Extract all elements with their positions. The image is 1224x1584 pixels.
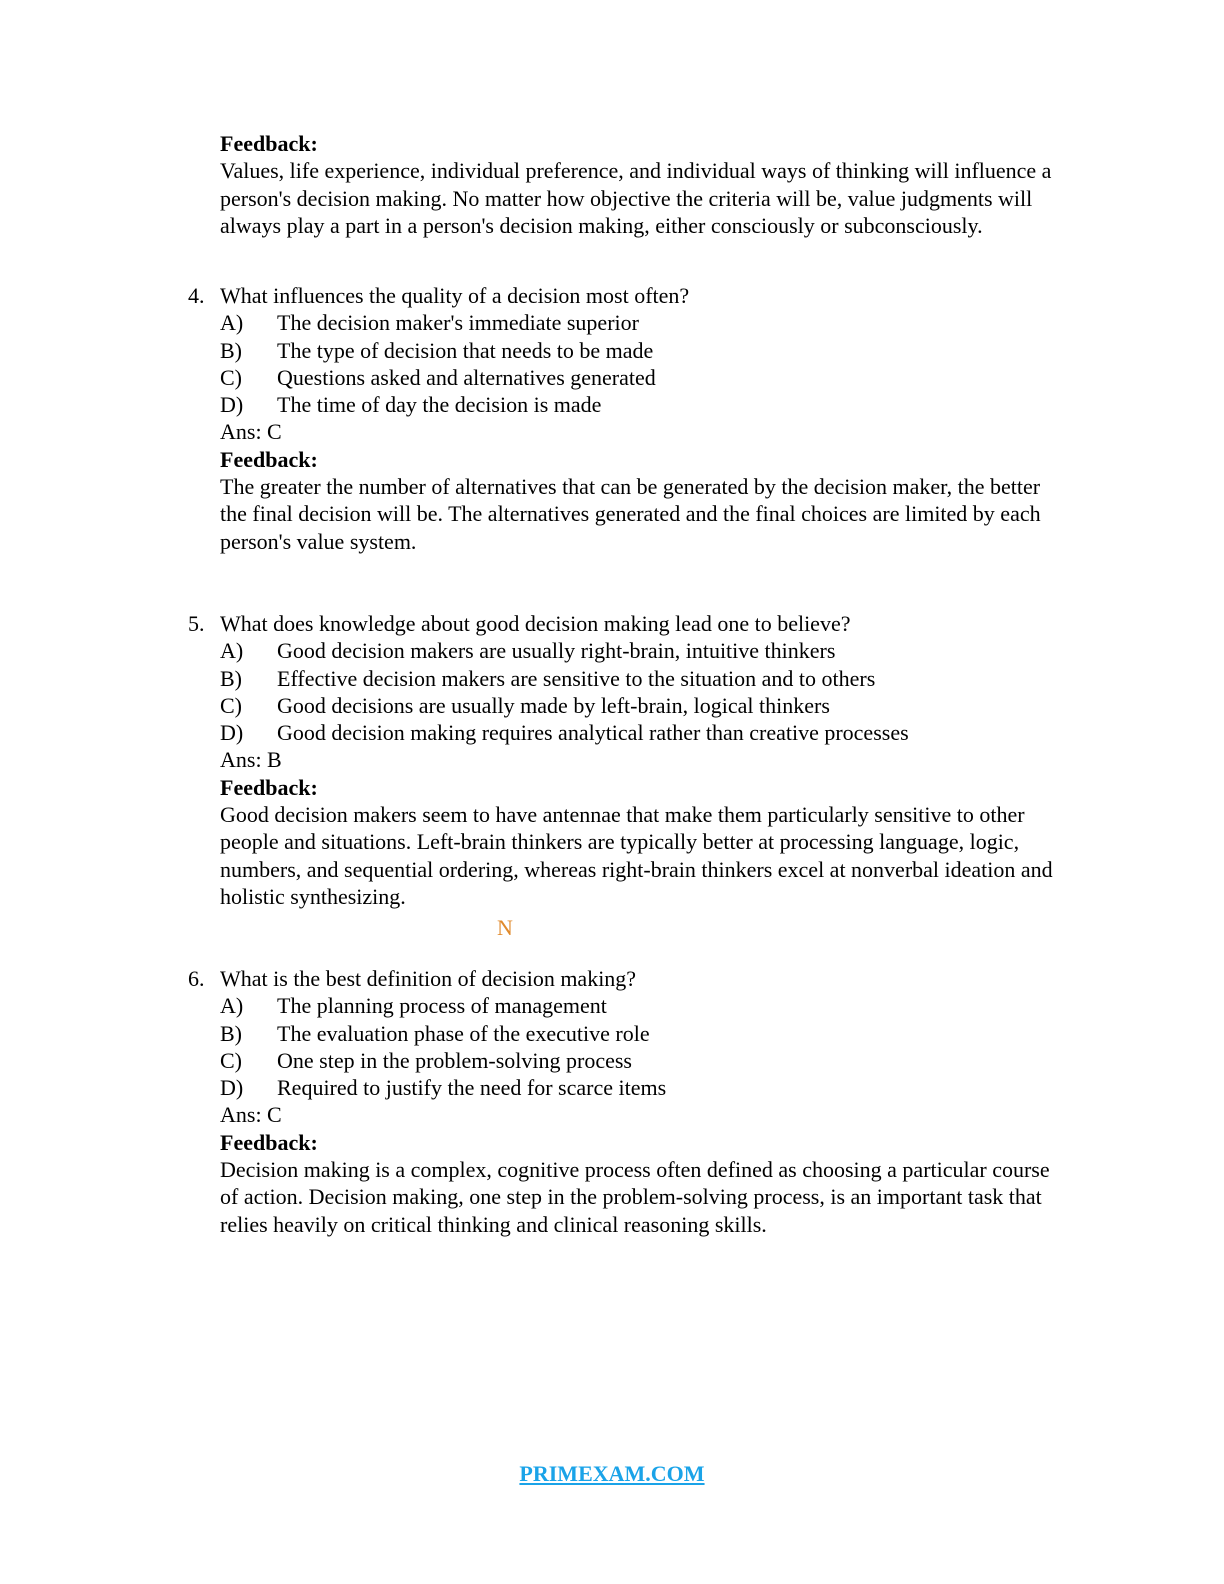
option-text: Good decision making requires analytical rather than creative processes [277, 720, 909, 746]
question-6 [188, 965, 1088, 1238]
feedback-text: Good decision makers seem to have antennae that make them particularly sensitive to other people and situations. Left-brain thinkers are typically better at processing language, logic, numbers, and sequential ordering, whereas right-brain thinkers excel at nonverbal ideation and holistic synthesizing. [220, 802, 1053, 909]
option-text: The time of day the decision is made [277, 392, 602, 418]
option-c [220, 692, 1088, 719]
answer: Ans: C [220, 1102, 282, 1128]
option-b [220, 665, 1088, 692]
feedback-text: Values, life experience, individual preference, and individual ways of thinking will influence a person's decision making. No matter how objective the criteria will be, value judgments will always play a part in a person's decision making, either consciously or subconsciously. [220, 158, 1052, 238]
option-text: Good decisions are usually made by left-brain, logical thinkers [277, 692, 830, 718]
option-text: Effective decision makers are sensitive to the situation and to others [277, 665, 876, 691]
option-a [220, 309, 1088, 336]
question-number: 6. [188, 966, 205, 991]
top-feedback [220, 130, 1080, 239]
option-d [220, 1074, 1088, 1101]
primexam-link[interactable]: PRIMEXAM.COM [519, 1461, 705, 1486]
option-text: Good decision makers are usually right-brain, intuitive thinkers [277, 638, 836, 664]
option-letter: C) [220, 1047, 242, 1073]
option-letter: A) [220, 993, 244, 1019]
option-text: One step in the problem-solving process [277, 1047, 632, 1073]
option-letter: A) [220, 310, 244, 336]
option-text: The planning process of management [277, 993, 607, 1019]
question-4 [188, 282, 1088, 555]
marker-letter: N [497, 915, 513, 940]
option-a [220, 992, 1088, 1019]
option-a [220, 637, 1088, 664]
option-letter: C) [220, 692, 242, 718]
option-text: The type of decision that needs to be made [277, 337, 654, 363]
option-letter: A) [220, 638, 244, 664]
feedback-text: The greater the number of alternatives that can be generated by the decision maker, the better the final decision will be. The alternatives generated and the final choices are limited by each person's value system. [220, 474, 1041, 554]
question-text: What is the best definition of decision making? [220, 966, 637, 991]
options-list [220, 309, 1088, 418]
option-letter: D) [220, 720, 244, 746]
answer: Ans: B [220, 747, 282, 773]
question-text: What influences the quality of a decision most often? [220, 283, 690, 308]
question-number: 5. [188, 611, 205, 636]
option-text: The evaluation phase of the executive role [277, 1020, 650, 1046]
question-number: 4. [188, 283, 205, 308]
option-b [220, 337, 1088, 364]
option-letter: B) [220, 1020, 242, 1046]
options-list [220, 637, 1088, 746]
options-list [220, 992, 1088, 1101]
feedback-label: Feedback: [220, 446, 318, 472]
feedback [220, 1129, 1088, 1238]
feedback-label: Feedback: [220, 774, 318, 800]
option-text: The decision maker's immediate superior [277, 310, 639, 336]
option-letter: D) [220, 1075, 244, 1101]
option-letter: D) [220, 392, 244, 418]
option-b [220, 1020, 1088, 1047]
option-text: Required to justify the need for scarce items [277, 1075, 667, 1101]
answer: Ans: C [220, 419, 282, 445]
option-c [220, 364, 1088, 391]
option-letter: B) [220, 665, 242, 691]
feedback [220, 774, 1088, 910]
feedback-label: Feedback: [220, 1129, 318, 1155]
option-text: Questions asked and alternatives generated [277, 364, 656, 390]
option-d [220, 719, 1088, 746]
feedback-text: Decision making is a complex, cognitive process often defined as choosing a particular course of action. Decision making, one step in the problem-solving process, is an important task that relies heavily on critical thinking and clinical reasoning skills. [220, 1157, 1050, 1237]
option-c [220, 1047, 1088, 1074]
question-5 [188, 610, 1088, 910]
feedback-label: Feedback: [220, 131, 318, 156]
option-letter: C) [220, 364, 242, 390]
feedback [220, 446, 1088, 555]
option-letter: B) [220, 337, 242, 363]
question-text: What does knowledge about good decision making lead one to believe? [220, 611, 851, 636]
option-d [220, 391, 1088, 418]
